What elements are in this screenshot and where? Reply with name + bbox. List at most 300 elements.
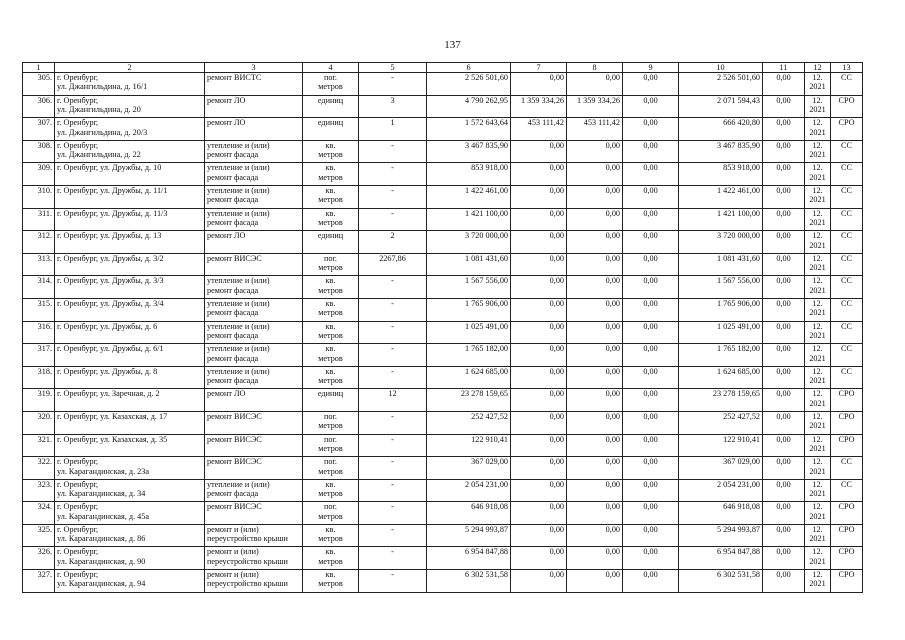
col8-cell: 0,00 bbox=[567, 479, 623, 502]
date-cell bbox=[805, 411, 831, 434]
col7-cell: 0,00 bbox=[511, 321, 567, 344]
work-type-cell-line: ремонт фасада bbox=[207, 172, 259, 182]
col9-cell: 0,00 bbox=[623, 411, 679, 434]
address-cell-line: ул. Джангильдина, д. 16/1 bbox=[57, 82, 148, 92]
col11-cell: 0,00 bbox=[763, 547, 805, 570]
col10-cell: 1 025 491,00 bbox=[679, 321, 763, 344]
work-type-cell bbox=[205, 163, 303, 186]
row-number: 305. bbox=[23, 73, 55, 96]
col8-cell: 0,00 bbox=[567, 434, 623, 457]
total-cost-cell: 252 427,52 bbox=[427, 411, 511, 434]
col10-cell: 1 081 431,60 bbox=[679, 253, 763, 276]
table-row bbox=[23, 73, 863, 96]
col7-cell: 0,00 bbox=[511, 298, 567, 321]
date-cell-line: 2021 bbox=[809, 556, 826, 566]
unit-cell bbox=[303, 276, 359, 299]
unit-cell-line: метров bbox=[318, 195, 343, 205]
address-cell-line: г. Оренбург, bbox=[57, 95, 99, 105]
row-number: 307. bbox=[23, 118, 55, 141]
work-type-cell-line: утепление и (или) bbox=[207, 344, 270, 354]
work-type-cell bbox=[205, 366, 303, 389]
col11-cell: 0,00 bbox=[763, 276, 805, 299]
col8-cell: 0,00 bbox=[567, 140, 623, 163]
col9-cell: 0,00 bbox=[623, 208, 679, 231]
header-row bbox=[23, 63, 863, 73]
work-type-cell bbox=[205, 298, 303, 321]
unit-cell-line: пог. bbox=[324, 411, 337, 421]
col11-cell: 0,00 bbox=[763, 231, 805, 254]
date-cell-line: 2021 bbox=[809, 82, 826, 92]
total-cost-cell: 5 294 993,87 bbox=[427, 524, 511, 547]
table-row bbox=[23, 321, 863, 344]
address-cell bbox=[55, 344, 205, 367]
col10-cell: 1 421 100,00 bbox=[679, 208, 763, 231]
col11-cell: 0,00 bbox=[763, 253, 805, 276]
date-cell-line: 12. bbox=[812, 344, 823, 354]
address-cell bbox=[55, 434, 205, 457]
date-cell-line: 12. bbox=[812, 298, 823, 308]
col7-cell: 0,00 bbox=[511, 366, 567, 389]
col-header-2: 2 bbox=[55, 63, 205, 73]
col7-cell: 0,00 bbox=[511, 140, 567, 163]
date-cell bbox=[805, 163, 831, 186]
row-number: 324. bbox=[23, 502, 55, 525]
col10-cell: 2 526 501,60 bbox=[679, 73, 763, 96]
address-cell bbox=[55, 457, 205, 480]
col-header-11: 11 bbox=[763, 63, 805, 73]
date-cell-line: 12. bbox=[812, 276, 823, 286]
code-cell: СС bbox=[831, 231, 863, 254]
code-cell: СС bbox=[831, 163, 863, 186]
address-cell-line: г. Оренбург, ул. Дружбы, д. 11/1 bbox=[57, 185, 168, 195]
col-header-3: 3 bbox=[205, 63, 303, 73]
col8-cell: 453 111,42 bbox=[567, 118, 623, 141]
table-row bbox=[23, 185, 863, 208]
col11-cell: 0,00 bbox=[763, 140, 805, 163]
date-cell-line: 12. bbox=[812, 231, 823, 241]
total-cost-cell: 1 422 461,00 bbox=[427, 185, 511, 208]
col10-cell: 3 720 000,00 bbox=[679, 231, 763, 254]
col9-cell: 0,00 bbox=[623, 231, 679, 254]
quantity-cell: - bbox=[359, 321, 427, 344]
col11-cell: 0,00 bbox=[763, 570, 805, 593]
unit-cell-line: пог. bbox=[324, 73, 337, 82]
col-header-12: 12 bbox=[805, 63, 831, 73]
table-row bbox=[23, 208, 863, 231]
quantity-cell: 2267,86 bbox=[359, 253, 427, 276]
col10-cell: 5 294 993,87 bbox=[679, 524, 763, 547]
col9-cell: 0,00 bbox=[623, 321, 679, 344]
col10-cell: 853 918,00 bbox=[679, 163, 763, 186]
col10-cell: 6 302 531,58 bbox=[679, 570, 763, 593]
col9-cell: 0,00 bbox=[623, 389, 679, 412]
col11-cell: 0,00 bbox=[763, 185, 805, 208]
code-cell: СС bbox=[831, 479, 863, 502]
row-number: 313. bbox=[23, 253, 55, 276]
work-type-cell-line: утепление и (или) bbox=[207, 140, 270, 150]
work-type-cell-line: ремонт и (или) bbox=[207, 570, 259, 580]
address-cell bbox=[55, 502, 205, 525]
col10-cell: 666 420,80 bbox=[679, 118, 763, 141]
address-cell-line: ул. Джангильдина, д. 20 bbox=[57, 105, 141, 114]
address-cell-line: г. Оренбург, ул. Дружбы, д. 3/4 bbox=[57, 298, 164, 308]
col9-cell: 0,00 bbox=[623, 73, 679, 96]
address-cell-line: г. Оренбург, bbox=[57, 140, 99, 150]
date-cell-line: 2021 bbox=[809, 150, 826, 160]
address-cell-line: г. Оренбург, bbox=[57, 118, 99, 128]
work-type-cell bbox=[205, 389, 303, 412]
col8-cell: 0,00 bbox=[567, 298, 623, 321]
unit-cell-line: кв. bbox=[325, 298, 336, 308]
date-cell-line: 12. bbox=[812, 457, 823, 467]
work-type-cell-line: ремонт ВИСЭС bbox=[207, 411, 262, 421]
date-cell-line: 2021 bbox=[809, 579, 826, 589]
table-row bbox=[23, 344, 863, 367]
unit-cell-line: метров bbox=[318, 172, 343, 182]
date-cell-line: 2021 bbox=[809, 421, 826, 431]
col11-cell: 0,00 bbox=[763, 411, 805, 434]
address-cell-line: ул. Джангильдина, д. 22 bbox=[57, 150, 141, 160]
table-row bbox=[23, 411, 863, 434]
col-header-4: 4 bbox=[303, 63, 359, 73]
unit-cell bbox=[303, 366, 359, 389]
col8-cell: 0,00 bbox=[567, 547, 623, 570]
page-number: 137 bbox=[444, 39, 461, 51]
row-number: 316. bbox=[23, 321, 55, 344]
date-cell-line: 12. bbox=[812, 321, 823, 331]
col9-cell: 0,00 bbox=[623, 163, 679, 186]
quantity-cell: 1 bbox=[359, 118, 427, 141]
unit-cell bbox=[303, 502, 359, 525]
quantity-cell: - bbox=[359, 479, 427, 502]
col10-cell: 1 765 906,00 bbox=[679, 298, 763, 321]
address-cell bbox=[55, 73, 205, 96]
col8-cell: 1 359 334,26 bbox=[567, 95, 623, 118]
code-cell: СС bbox=[831, 208, 863, 231]
table-row bbox=[23, 366, 863, 389]
code-cell: СРО bbox=[831, 434, 863, 457]
unit-cell-line: единиц bbox=[317, 118, 344, 128]
col9-cell: 0,00 bbox=[623, 366, 679, 389]
table-row bbox=[23, 95, 863, 118]
date-cell bbox=[805, 524, 831, 547]
quantity-cell: - bbox=[359, 298, 427, 321]
col11-cell: 0,00 bbox=[763, 524, 805, 547]
unit-cell-line: кв. bbox=[325, 140, 336, 150]
address-cell bbox=[55, 524, 205, 547]
col-header-6: 6 bbox=[427, 63, 511, 73]
table-row bbox=[23, 434, 863, 457]
address-cell-line: г. Оренбург, bbox=[57, 479, 99, 489]
table-body bbox=[23, 73, 863, 593]
unit-cell-line: кв. bbox=[325, 185, 336, 195]
work-type-cell bbox=[205, 457, 303, 480]
table-row bbox=[23, 140, 863, 163]
unit-cell-line: метров bbox=[318, 308, 343, 318]
work-type-cell bbox=[205, 502, 303, 525]
work-type-cell-line: утепление и (или) bbox=[207, 366, 270, 376]
col8-cell: 0,00 bbox=[567, 389, 623, 412]
total-cost-cell: 6 954 847,88 bbox=[427, 547, 511, 570]
unit-cell-line: кв. bbox=[325, 570, 336, 580]
col7-cell: 0,00 bbox=[511, 389, 567, 412]
date-cell-line: 12. bbox=[812, 434, 823, 444]
col7-cell: 0,00 bbox=[511, 502, 567, 525]
unit-cell-line: метров bbox=[318, 330, 343, 340]
quantity-cell: - bbox=[359, 524, 427, 547]
col7-cell: 0,00 bbox=[511, 231, 567, 254]
total-cost-cell: 4 790 262,95 bbox=[427, 95, 511, 118]
work-type-cell-line: утепление и (или) bbox=[207, 321, 270, 331]
address-cell bbox=[55, 95, 205, 118]
table-row bbox=[23, 389, 863, 412]
row-number: 309. bbox=[23, 163, 55, 186]
work-type-cell-line: ремонт ЛО bbox=[207, 118, 246, 128]
col7-cell: 0,00 bbox=[511, 208, 567, 231]
address-cell bbox=[55, 185, 205, 208]
unit-cell bbox=[303, 389, 359, 412]
code-cell: СРО bbox=[831, 95, 863, 118]
quantity-cell: 2 bbox=[359, 231, 427, 254]
address-cell bbox=[55, 321, 205, 344]
col8-cell: 0,00 bbox=[567, 276, 623, 299]
quantity-cell: 12 bbox=[359, 389, 427, 412]
quantity-cell: - bbox=[359, 366, 427, 389]
col7-cell: 0,00 bbox=[511, 344, 567, 367]
col9-cell: 0,00 bbox=[623, 140, 679, 163]
address-cell bbox=[55, 570, 205, 593]
unit-cell-line: метров bbox=[318, 82, 343, 92]
unit-cell-line: метров bbox=[318, 556, 343, 566]
date-cell-line: 2021 bbox=[809, 195, 826, 205]
row-number: 321. bbox=[23, 434, 55, 457]
unit-cell bbox=[303, 524, 359, 547]
unit-cell bbox=[303, 479, 359, 502]
col11-cell: 0,00 bbox=[763, 208, 805, 231]
date-cell-line: 2021 bbox=[809, 330, 826, 340]
total-cost-cell: 2 054 231,00 bbox=[427, 479, 511, 502]
code-cell: СРО bbox=[831, 411, 863, 434]
code-cell: СРО bbox=[831, 502, 863, 525]
col7-cell: 0,00 bbox=[511, 547, 567, 570]
col11-cell: 0,00 bbox=[763, 479, 805, 502]
row-number: 322. bbox=[23, 457, 55, 480]
date-cell bbox=[805, 321, 831, 344]
date-cell-line: 12. bbox=[812, 140, 823, 150]
date-cell bbox=[805, 457, 831, 480]
date-cell-line: 2021 bbox=[809, 398, 826, 408]
col8-cell: 0,00 bbox=[567, 73, 623, 96]
row-number: 315. bbox=[23, 298, 55, 321]
work-type-cell bbox=[205, 95, 303, 118]
date-cell-line: 2021 bbox=[809, 105, 826, 114]
unit-cell bbox=[303, 208, 359, 231]
address-cell-line: г. Оренбург, ул. Дружбы, д. 6 bbox=[57, 321, 158, 331]
col11-cell: 0,00 bbox=[763, 389, 805, 412]
address-cell bbox=[55, 479, 205, 502]
code-cell: СС bbox=[831, 344, 863, 367]
quantity-cell: - bbox=[359, 73, 427, 96]
work-type-cell bbox=[205, 524, 303, 547]
col10-cell: 1 624 685,00 bbox=[679, 366, 763, 389]
col8-cell: 0,00 bbox=[567, 163, 623, 186]
address-cell bbox=[55, 547, 205, 570]
work-type-cell bbox=[205, 276, 303, 299]
row-number: 317. bbox=[23, 344, 55, 367]
row-number: 319. bbox=[23, 389, 55, 412]
address-cell-line: г. Оренбург, ул. Дружбы, д. 3/3 bbox=[57, 276, 164, 286]
table-row bbox=[23, 570, 863, 593]
col-header-7: 7 bbox=[511, 63, 567, 73]
work-type-cell-line: ремонт фасада bbox=[207, 195, 259, 205]
work-type-cell bbox=[205, 73, 303, 96]
unit-cell-line: кв. bbox=[325, 524, 336, 534]
col9-cell: 0,00 bbox=[623, 434, 679, 457]
work-type-cell-line: ремонт фасада bbox=[207, 308, 259, 318]
work-type-cell-line: ремонт фасада bbox=[207, 285, 259, 295]
unit-cell bbox=[303, 185, 359, 208]
col10-cell: 1 422 461,00 bbox=[679, 185, 763, 208]
total-cost-cell: 3 720 000,00 bbox=[427, 231, 511, 254]
unit-cell-line: метров bbox=[318, 489, 343, 499]
unit-cell-line: метров bbox=[318, 150, 343, 160]
col9-cell: 0,00 bbox=[623, 276, 679, 299]
total-cost-cell: 1 765 906,00 bbox=[427, 298, 511, 321]
date-cell-line: 2021 bbox=[809, 511, 826, 521]
address-cell-line: г. Оренбург, ул. Дружбы, д. 6/1 bbox=[57, 344, 164, 354]
quantity-cell: - bbox=[359, 185, 427, 208]
code-cell: СРО bbox=[831, 570, 863, 593]
work-type-cell-line: ремонт и (или) bbox=[207, 524, 259, 534]
total-cost-cell: 1 765 182,00 bbox=[427, 344, 511, 367]
col-header-5: 5 bbox=[359, 63, 427, 73]
total-cost-cell: 1 081 431,60 bbox=[427, 253, 511, 276]
work-type-cell-line: утепление и (или) bbox=[207, 163, 270, 173]
date-cell bbox=[805, 208, 831, 231]
address-cell-line: г. Оренбург, bbox=[57, 502, 99, 512]
total-cost-cell: 1 421 100,00 bbox=[427, 208, 511, 231]
total-cost-cell: 3 467 835,90 bbox=[427, 140, 511, 163]
col7-cell: 0,00 bbox=[511, 570, 567, 593]
work-type-cell bbox=[205, 547, 303, 570]
code-cell: СС bbox=[831, 140, 863, 163]
row-number: 308. bbox=[23, 140, 55, 163]
unit-cell bbox=[303, 344, 359, 367]
table-row bbox=[23, 479, 863, 502]
work-type-cell bbox=[205, 185, 303, 208]
total-cost-cell: 367 029,00 bbox=[427, 457, 511, 480]
unit-cell-line: кв. bbox=[325, 344, 336, 354]
unit-cell-line: кв. bbox=[325, 321, 336, 331]
col7-cell: 0,00 bbox=[511, 73, 567, 96]
date-cell bbox=[805, 73, 831, 96]
col9-cell: 0,00 bbox=[623, 524, 679, 547]
unit-cell-line: метров bbox=[318, 421, 343, 431]
unit-cell-line: кв. bbox=[325, 163, 336, 173]
date-cell bbox=[805, 118, 831, 141]
work-type-cell-line: утепление и (или) bbox=[207, 298, 270, 308]
work-type-cell-line: переустройство крыши bbox=[207, 579, 288, 589]
date-cell-line: 12. bbox=[812, 118, 823, 128]
col11-cell: 0,00 bbox=[763, 73, 805, 96]
date-cell-line: 12. bbox=[812, 366, 823, 376]
col10-cell: 1 567 556,00 bbox=[679, 276, 763, 299]
code-cell: СРО bbox=[831, 118, 863, 141]
quantity-cell: - bbox=[359, 140, 427, 163]
register-table bbox=[22, 62, 863, 593]
date-cell bbox=[805, 570, 831, 593]
work-type-cell-line: ремонт ВИСЭС bbox=[207, 457, 262, 467]
address-cell-line: г. Оренбург, ул. Дружбы, д. 13 bbox=[57, 231, 162, 241]
unit-cell-line: единиц bbox=[317, 95, 344, 105]
address-cell bbox=[55, 276, 205, 299]
date-cell-line: 12. bbox=[812, 479, 823, 489]
address-cell-line: г. Оренбург, ул. Дружбы, д. 10 bbox=[57, 163, 162, 173]
work-type-cell bbox=[205, 118, 303, 141]
work-type-cell bbox=[205, 479, 303, 502]
quantity-cell: - bbox=[359, 163, 427, 186]
unit-cell-line: метров bbox=[318, 511, 343, 521]
col7-cell: 453 111,42 bbox=[511, 118, 567, 141]
unit-cell bbox=[303, 457, 359, 480]
address-cell-line: ул. Джангильдина, д. 20/3 bbox=[57, 127, 148, 137]
code-cell: СС bbox=[831, 185, 863, 208]
row-number: 314. bbox=[23, 276, 55, 299]
work-type-cell-line: ремонт фасада bbox=[207, 217, 259, 227]
row-number: 325. bbox=[23, 524, 55, 547]
col9-cell: 0,00 bbox=[623, 547, 679, 570]
total-cost-cell: 646 918,08 bbox=[427, 502, 511, 525]
total-cost-cell: 2 526 501,60 bbox=[427, 73, 511, 96]
unit-cell-line: кв. bbox=[325, 208, 336, 218]
address-cell-line: г. Оренбург, ул. Дружбы, д. 3/2 bbox=[57, 253, 164, 263]
table-row bbox=[23, 118, 863, 141]
unit-cell-line: метров bbox=[318, 534, 343, 544]
col7-cell: 0,00 bbox=[511, 411, 567, 434]
code-cell: СС bbox=[831, 366, 863, 389]
date-cell bbox=[805, 276, 831, 299]
col-header-1: 1 bbox=[23, 63, 55, 73]
address-cell-line: ул. Карагандинская, д. 94 bbox=[57, 579, 146, 589]
code-cell: СС bbox=[831, 276, 863, 299]
date-cell bbox=[805, 434, 831, 457]
work-type-cell-line: ремонт ВИСЭС bbox=[207, 434, 262, 444]
work-type-cell-line: утепление и (или) bbox=[207, 185, 270, 195]
date-cell-line: 12. bbox=[812, 253, 823, 263]
col11-cell: 0,00 bbox=[763, 163, 805, 186]
work-type-cell-line: ремонт ЛО bbox=[207, 95, 246, 105]
col9-cell: 0,00 bbox=[623, 118, 679, 141]
address-cell bbox=[55, 366, 205, 389]
date-cell bbox=[805, 298, 831, 321]
unit-cell-line: пог. bbox=[324, 502, 337, 512]
unit-cell bbox=[303, 298, 359, 321]
work-type-cell bbox=[205, 344, 303, 367]
col10-cell: 122 910,41 bbox=[679, 434, 763, 457]
date-cell-line: 2021 bbox=[809, 285, 826, 295]
total-cost-cell: 23 278 159,65 bbox=[427, 389, 511, 412]
address-cell-line: г. Оренбург, bbox=[57, 570, 99, 580]
col10-cell: 1 765 182,00 bbox=[679, 344, 763, 367]
date-cell-line: 12. bbox=[812, 73, 823, 82]
quantity-cell: - bbox=[359, 502, 427, 525]
unit-cell-line: метров bbox=[318, 353, 343, 363]
col11-cell: 0,00 bbox=[763, 118, 805, 141]
row-number: 326. bbox=[23, 547, 55, 570]
code-cell: СРО bbox=[831, 547, 863, 570]
total-cost-cell: 853 918,00 bbox=[427, 163, 511, 186]
date-cell-line: 12. bbox=[812, 389, 823, 399]
